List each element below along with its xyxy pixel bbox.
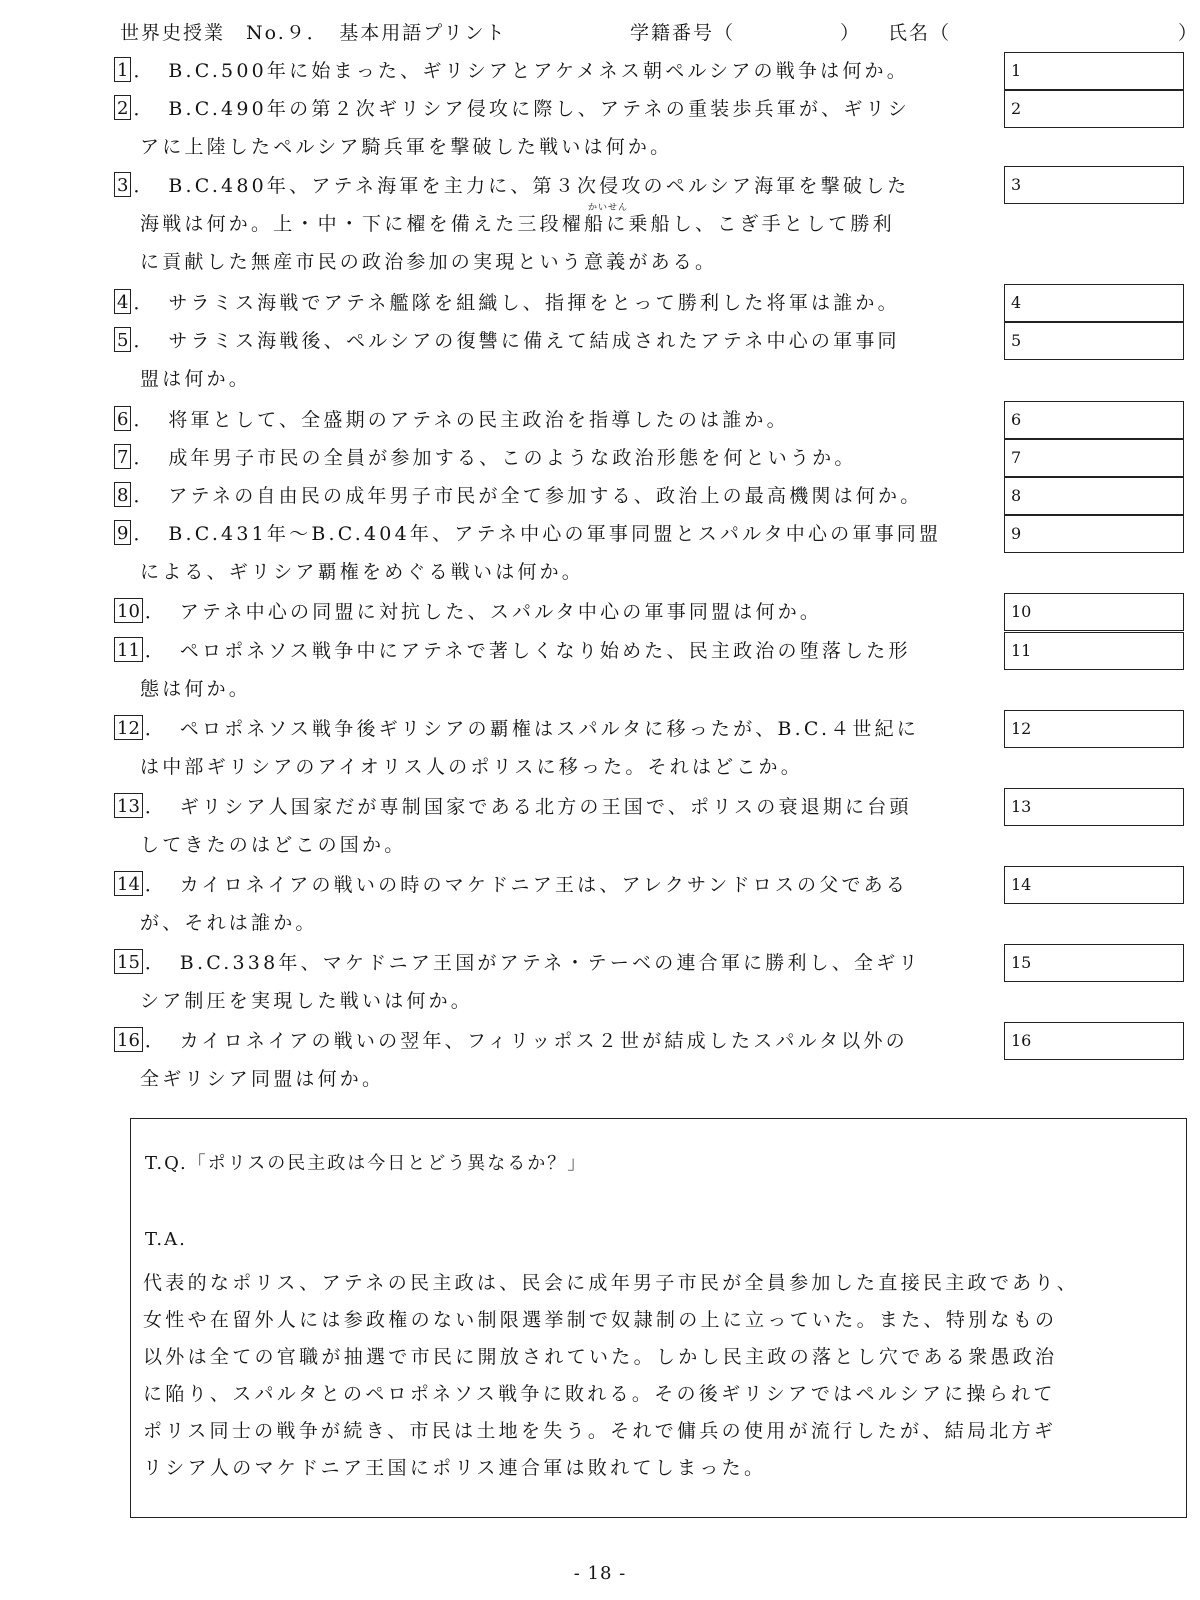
- question-text-cont: 全ギリシア同盟は何か。: [140, 1068, 385, 1090]
- furigana-kaisen: かいせん: [588, 203, 629, 213]
- question-text: ． B.C.500年に始まった、ギリシアとアケメネス朝ペルシアの戦争は何か。: [133, 60, 909, 82]
- ta-answer-text: [143, 1265, 1179, 1487]
- answer-box-9[interactable]: 9: [1004, 515, 1184, 553]
- question-text: ． アテネ中心の同盟に対抗した、スパルタ中心の軍事同盟は何か。: [144, 601, 823, 623]
- answer-box-3[interactable]: 3: [1004, 166, 1184, 204]
- ta-line: ポリス同士の戦争が続き、市民は土地を失う。それで傭兵の使用が流行したが、結局北方ギ: [143, 1420, 1057, 1442]
- question-text: ． 将軍として、全盛期のアテネの民主政治を指導したのは誰か。: [133, 409, 789, 431]
- question-number: 2: [114, 95, 131, 120]
- page-number: - 18 -: [573, 1563, 627, 1584]
- question-text-cont: に貢献した無産市民の政治参加の実現という意義がある。: [140, 251, 718, 273]
- tq-ta-box: [130, 1118, 1187, 1518]
- question-number: 3: [114, 172, 131, 197]
- question-number: 9: [114, 520, 131, 545]
- worksheet-title: 世界史授業 No.９． 基本用語プリント: [120, 22, 507, 44]
- question-text: ． カイロネイアの戦いの時のマケドニア王は、アレクサンドロスの父である: [144, 874, 909, 896]
- question-number: 11: [114, 637, 143, 662]
- question-number: 7: [114, 444, 131, 469]
- question-number: 5: [114, 327, 131, 352]
- question-number: 14: [114, 871, 143, 896]
- ta-line: に陥り、スパルタとのペロポネソス戦争に敗れる。その後ギリシアではペルシアに操られて: [143, 1383, 1056, 1405]
- question-text-cont: 海戦は何か。上・中・下に櫂を備えた三段櫂船に乗船し、こぎ手として勝利: [140, 213, 895, 235]
- answer-box-8[interactable]: 8: [1004, 477, 1184, 515]
- answer-box-10[interactable]: 10: [1004, 593, 1184, 631]
- answer-box-5[interactable]: 5: [1004, 322, 1184, 360]
- question-text-cont: シア制圧を実現した戦いは何か。: [140, 990, 474, 1012]
- answer-box-7[interactable]: 7: [1004, 439, 1184, 477]
- question-number: 12: [114, 715, 143, 740]
- question-number: 1: [114, 57, 131, 82]
- name-close-paren: ）: [1178, 22, 1200, 44]
- question-number: 15: [114, 949, 143, 974]
- question-number: 4: [114, 289, 131, 314]
- question-text-cont: が、それは誰か。: [140, 912, 318, 934]
- question-number: 10: [114, 598, 143, 623]
- question-text-cont: してきたのはどこの国か。: [140, 834, 407, 856]
- ta-line: リシア人のマケドニア王国にポリス連合軍は敗れてしまった。: [143, 1457, 767, 1479]
- tq-question: T.Q.「ポリスの民主政は今日とどう異なるか？」: [145, 1153, 588, 1174]
- question-text-cont: は中部ギリシアのアイオリス人のポリスに移った。それはどこか。: [140, 756, 803, 778]
- question-text: ． ペロポネソス戦争後ギリシアの覇権はスパルタに移ったが、B.C.４世紀に: [144, 718, 919, 740]
- answer-box-15[interactable]: 15: [1004, 944, 1184, 982]
- name-label: 氏名（: [888, 22, 952, 44]
- question-number: 13: [114, 793, 143, 818]
- question-text: ． B.C.431年～B.C.404年、アテネ中心の軍事同盟とスパルタ中心の軍事同盟: [133, 523, 942, 545]
- question-text-cont: による、ギリシア覇権をめぐる戦いは何か。: [140, 561, 585, 583]
- question-text-cont: アに上陸したペルシア騎兵軍を撃破した戦いは何か。: [140, 136, 673, 158]
- question-text-cont: 態は何か。: [140, 678, 252, 700]
- question-number: 6: [114, 406, 131, 431]
- question-text: ． サラミス海戦後、ペルシアの復讐に備えて結成されたアテネ中心の軍事同: [133, 330, 900, 352]
- question-text: ． サラミス海戦でアテネ艦隊を組織し、指揮をとって勝利した将軍は誰か。: [133, 292, 900, 314]
- answer-box-16[interactable]: 16: [1004, 1022, 1184, 1060]
- question-text: ． ギリシア人国家だが専制国家である北方の王国で、ポリスの衰退期に台頭: [144, 796, 912, 818]
- ta-line: 女性や在留外人には参政権のない制限選挙制で奴隷制の上に立っていた。また、特別なもの: [143, 1309, 1058, 1331]
- answer-box-4[interactable]: 4: [1004, 284, 1184, 322]
- ta-line: 以外は全ての官職が抽選で市民に開放されていた。しかし民主政の落とし穴である衆愚政治: [143, 1346, 1058, 1368]
- answer-box-12[interactable]: 12: [1004, 710, 1184, 748]
- answer-box-11[interactable]: 11: [1004, 632, 1184, 670]
- ta-label: T.A.: [145, 1229, 187, 1250]
- question-text: ． アテネの自由民の成年男子市民が全て参加する、政治上の最高機関は何か。: [133, 485, 923, 507]
- answer-box-14[interactable]: 14: [1004, 866, 1184, 904]
- question-text: ． カイロネイアの戦いの翌年、フィリッポス２世が結成したスパルタ以外の: [144, 1030, 908, 1052]
- answer-box-1[interactable]: 1: [1004, 52, 1184, 90]
- question-number: 16: [114, 1027, 143, 1052]
- answer-box-6[interactable]: 6: [1004, 401, 1184, 439]
- answer-box-13[interactable]: 13: [1004, 788, 1184, 826]
- question-text: ． B.C.490年の第２次ギリシア侵攻に際し、アテネの重装歩兵軍が、ギリシ: [133, 98, 910, 120]
- ta-line: 代表的なポリス、アテネの民主政は、民会に成年男子市民が全員参加した直接民主政であり、: [143, 1272, 1080, 1294]
- question-text: ． ペロポネソス戦争中にアテネで著しくなり始めた、民主政治の堕落した形: [144, 640, 911, 662]
- question-text: ． 成年男子市民の全員が参加する、このような政治形態を何というか。: [133, 447, 857, 469]
- student-number-label: 学籍番号（ ）: [630, 22, 862, 44]
- question-text-cont: 盟は何か。: [140, 368, 252, 390]
- question-text: ． B.C.338年、マケドニア王国がアテネ・テーベの連合軍に勝利し、全ギリ: [144, 952, 921, 974]
- question-number: 8: [114, 482, 131, 507]
- question-text: ． B.C.480年、アテネ海軍を主力に、第３次侵攻のペルシア海軍を撃破した: [133, 175, 910, 197]
- answer-box-2[interactable]: 2: [1004, 90, 1184, 128]
